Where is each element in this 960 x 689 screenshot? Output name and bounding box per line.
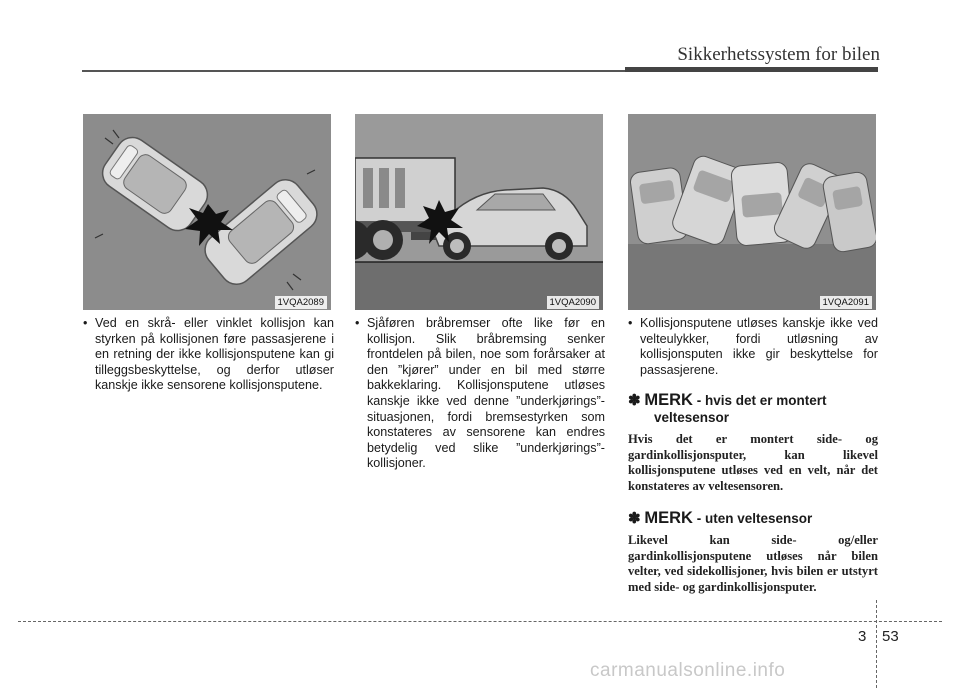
note-subtitle: - uten veltesensor bbox=[696, 511, 813, 527]
watermark: carmanualsonline.info bbox=[590, 660, 786, 681]
page-number: 53 bbox=[882, 628, 899, 645]
figure-code: 1VQA2091 bbox=[820, 296, 872, 309]
figure-underride-collision bbox=[355, 114, 603, 310]
note-label: MERK bbox=[644, 391, 693, 410]
figure-code: 1VQA2089 bbox=[275, 296, 327, 309]
figure-code: 1VQA2090 bbox=[547, 296, 599, 309]
note-body: Hvis det er montert side- og gardinkollisjonsputer, kan likevel kollisjonsputene utløses ved en velt, når det konstateres av veltesensoren. bbox=[628, 432, 878, 493]
bullet-text: Kollisjonsputene utløses kanskje ikke ved velteulykker, fordi utløsning av kollisjonsputen ikke gir beskyttelse for passasjerene. bbox=[640, 316, 878, 377]
section-title: Sikkerhetssystem for bilen bbox=[677, 44, 880, 65]
column-right bbox=[628, 316, 878, 595]
footer-divider bbox=[876, 600, 877, 688]
column-left bbox=[83, 316, 334, 394]
bullet-dot: • bbox=[628, 316, 633, 330]
rollover-illustration bbox=[628, 114, 876, 310]
note-subtitle: - hvis det er montert veltesensor bbox=[654, 393, 827, 426]
underride-collision-illustration bbox=[355, 114, 603, 310]
note-label: MERK bbox=[644, 509, 693, 528]
header-rule-accent bbox=[625, 67, 878, 72]
figure-oblique-collision bbox=[83, 114, 331, 310]
star-icon: ✽ bbox=[628, 510, 641, 528]
bullet-dot: • bbox=[83, 316, 88, 330]
chapter-number: 3 bbox=[858, 628, 867, 645]
star-icon: ✽ bbox=[628, 392, 641, 410]
bullet-text: Ved en skrå- eller vinklet kollisjon kan styrken på kollisjonen føre passasjerene i en retning der ikke kollisjonsputene kan gi tilleggsbeskyttelse, og derfor utløser kanskje ikke sensorene kollisjonsputene. bbox=[95, 316, 334, 393]
list-item bbox=[83, 316, 334, 394]
list-item bbox=[628, 316, 878, 378]
note-body: Likevel kan side- og/eller gardinkollisjonsputene utløses når bilen velter, ved sidekollisjoner, hvis bilen er utstyrt med side- og gardinkollisjonsputer. bbox=[628, 533, 878, 594]
bullet-dot: • bbox=[355, 316, 360, 330]
figure-rollover bbox=[628, 114, 876, 310]
column-middle bbox=[355, 316, 605, 472]
note-heading-no-rollover-sensor bbox=[628, 510, 878, 527]
list-item bbox=[355, 316, 605, 472]
oblique-collision-illustration bbox=[83, 114, 331, 310]
footer-rule bbox=[18, 621, 942, 622]
note-heading-rollover-sensor bbox=[628, 392, 878, 426]
bullet-text: Sjåføren bråbremser ofte like før en kollisjon. Slik bråbremsing senker frontdelen på bilen, noe som forårsaker at den ”kjører” under en bil med større bakkeklaring. Kollisjonsputene utløses kanskje ikke ved denne ”underkjørings”-situasjonen, fordi bremsestyrken som konstateres av sensorene kan endres betydelig ved slike ”underkjørings”-kollisjoner. bbox=[367, 316, 605, 471]
